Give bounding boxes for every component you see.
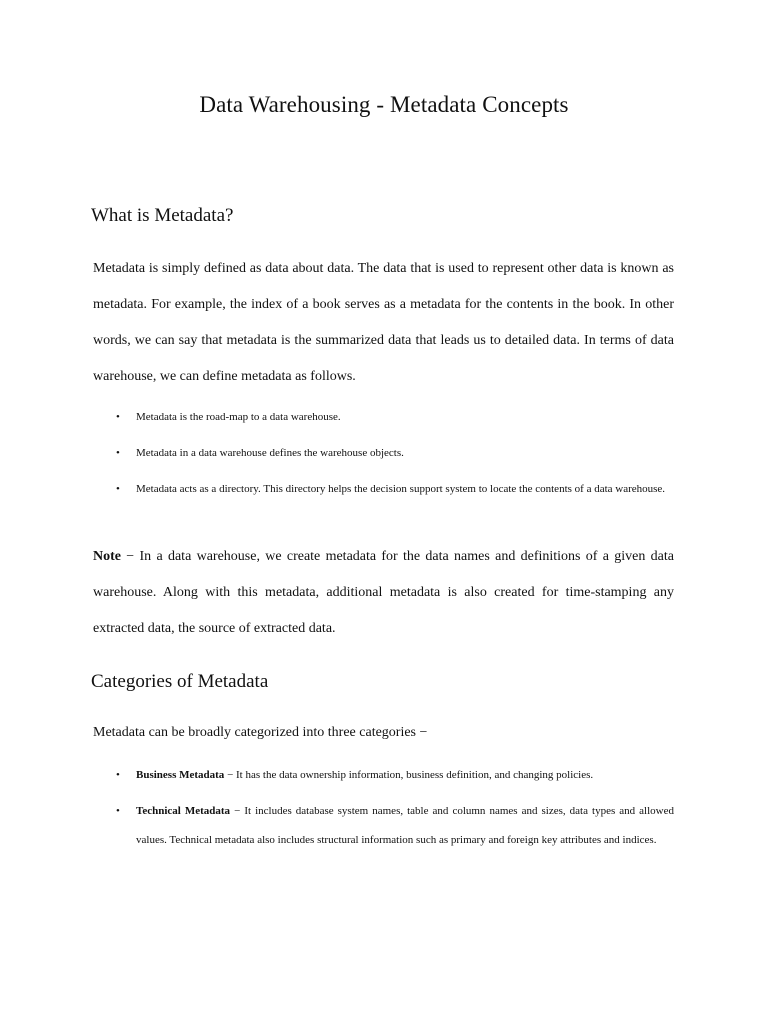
section-heading-what-is-metadata: What is Metadata? — [91, 205, 234, 226]
section-heading-categories: Categories of Metadata — [91, 671, 269, 692]
bullet-icon: • — [116, 805, 120, 817]
list-item-text: Metadata acts as a directory. This directory helps the decision support system to locate the contents of a data warehouse. — [136, 483, 666, 495]
note-text: − In a data warehouse, we create metadata for the data names and definitions of a given data warehouse. Along with this metadata, additional metadata is also created for time-stamping any extracted data, the source of extracted data. — [93, 549, 674, 636]
category-term: Technical Metadata — [136, 805, 231, 817]
list-item — [93, 403, 674, 432]
document-title: Data Warehousing - Metadata Concepts — [199, 92, 569, 117]
list-item-text: Metadata is the road-map to a data warehouse. — [136, 411, 341, 423]
note-paragraph — [93, 539, 674, 647]
bullet-icon: • — [116, 483, 120, 495]
metadata-bullet-list — [93, 403, 674, 511]
list-item — [93, 761, 674, 790]
category-description: − It includes database system names, table and column names and sizes, data types and allowed values. Technical metadata also includes structural information such as primary and foreign key attributes and indices. — [136, 805, 675, 846]
list-item — [93, 797, 674, 854]
bullet-icon: • — [116, 447, 120, 459]
list-item — [93, 475, 674, 504]
categories-intro-paragraph: Metadata can be broadly categorized into three categories − — [93, 725, 428, 740]
bullet-icon: • — [116, 769, 120, 781]
category-description: − It has the data ownership information, business definition, and changing policies. — [224, 769, 594, 781]
bullet-icon: • — [116, 411, 120, 423]
categories-bullet-list — [93, 761, 674, 862]
list-item-text: Metadata in a data warehouse defines the warehouse objects. — [136, 447, 404, 459]
metadata-definition-paragraph: Metadata is simply defined as data about data. The data that is used to represent other data is known as metadata. For example, the index of a book serves as a metadata for the contents in the book. In other words, we can say that metadata is the summarized data that leads us to detailed data. In terms of data warehouse, we can define metadata as follows. — [93, 261, 674, 384]
note-label: Note — [93, 549, 121, 564]
list-item — [93, 439, 674, 468]
category-term: Business Metadata — [136, 769, 225, 781]
